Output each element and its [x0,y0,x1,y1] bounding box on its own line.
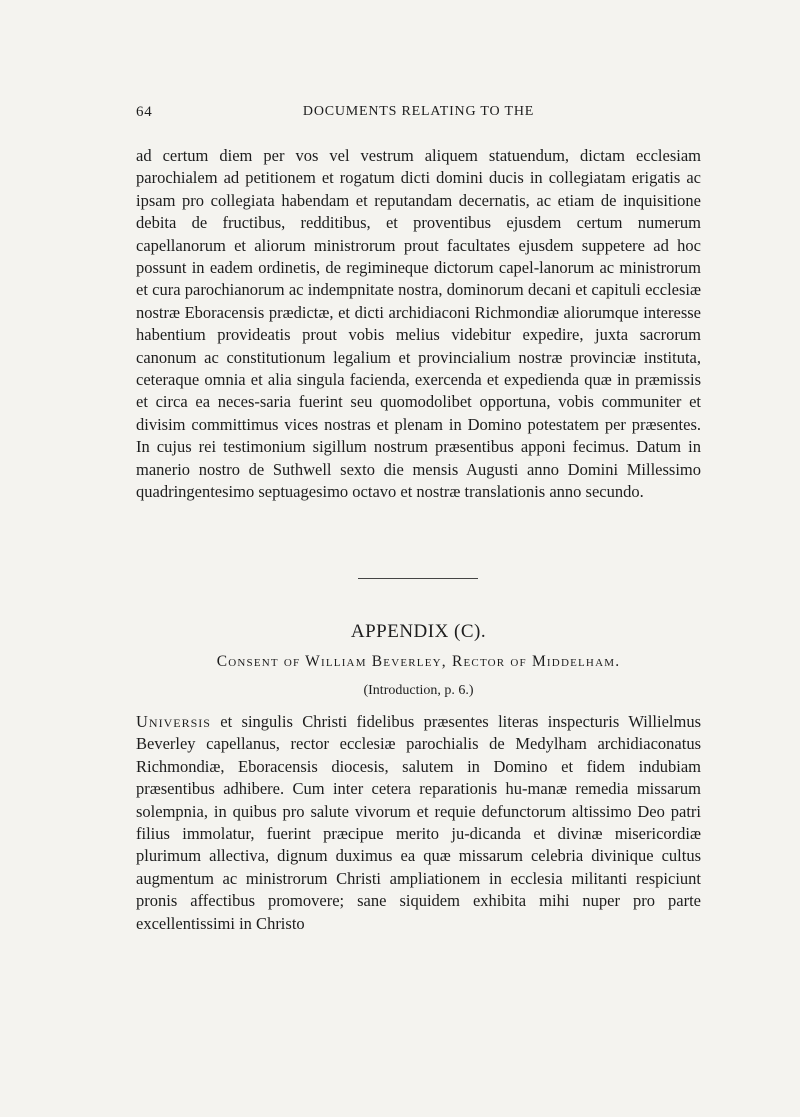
document-body [136,145,701,504]
appendix-heading: APPENDIX (C). [350,621,487,642]
paragraph-continued: ad certum diem per vos vel vestrum aliquem statuendum, dictam ecclesiam parochialem ad petitionem et rogatum dicti domini ducis in collegiatam erigatis ac ipsam pro collegiata habendam et reputandam decernatis, ac etiam de inquisitione debita de fructibus, redditibus, et proventibus ejusdem certum numerum capellanorum et aliorum ministrorum prout facultates ejusdem suppetere ad hoc possunt in eadem ordinetis, de regimineque dictorum capel-lanorum ac ministrorum et cura parochianorum ac indempnitate nostra, dominorum decani et capituli ecclesiæ nostræ Eboracensis prædictæ, et dicti archidiaconi Richmondiæ aliorumque interesse habentium provideatis prout vobis melius videbitur expedire, juxta sacrorum canonum ac constitutionum legalium et provincialium nostræ provinciæ instituta, ceteraque omnia et alia singula facienda, exercenda et expedienda quæ in præmissis et circa ea neces-saria fuerint seu quomodolibet opportuna, vobis communiter et divisim committimus vices nostras et plenam in Domino potestatem per præsentes. In cujus rei testimonium sigillum nostrum præsentibus apponi fecimus. Datum in manerio nostro de Suthwell sexto die mensis Augusti anno Domini Millessimo quadringentesimo septuagesimo octavo et nostræ translationis anno secundo. [136,146,701,502]
appendix-body [136,711,701,935]
appendix-paragraph [136,711,701,935]
appendix-subheading: Consent of William Beverley, Rector of Middelham. [216,653,621,670]
appendix-paragraph-text: et singulis Christi fidelibus præsentes literas inspecturis Willielmus Beverley capellanus, rector ecclesiæ parochialis de Medylham archidiaconatus Richmondiæ, Eboracensis diocesis, salutem in Domino et fidem indubiam præsentibus adhibere. Cum inter cetera reparationis hu-manæ remedia missarum solempnia, in quibus pro salute vivorum et requie defunctorum altissimo Deo patri filius immolatur, fuerint præcipue merito ju-dicanda et divinæ misericordiæ plurimum allectiva, dignum duximus ea quæ missarum celebria divinique cultus augmentum ac ministrorum Christi ampliationem in ecclesia militanti respiciunt pronis affectibus promovere; sane siquidem exhibita mihi nuper pro parte excellentissimi in Christo [136,712,701,933]
page-number: 64 [136,104,153,120]
running-title: DOCUMENTS RELATING TO THE [302,104,535,119]
appendix-reference: (Introduction, p. 6.) [363,683,474,698]
lead-word: Universis [136,712,211,731]
section-divider [358,578,478,579]
